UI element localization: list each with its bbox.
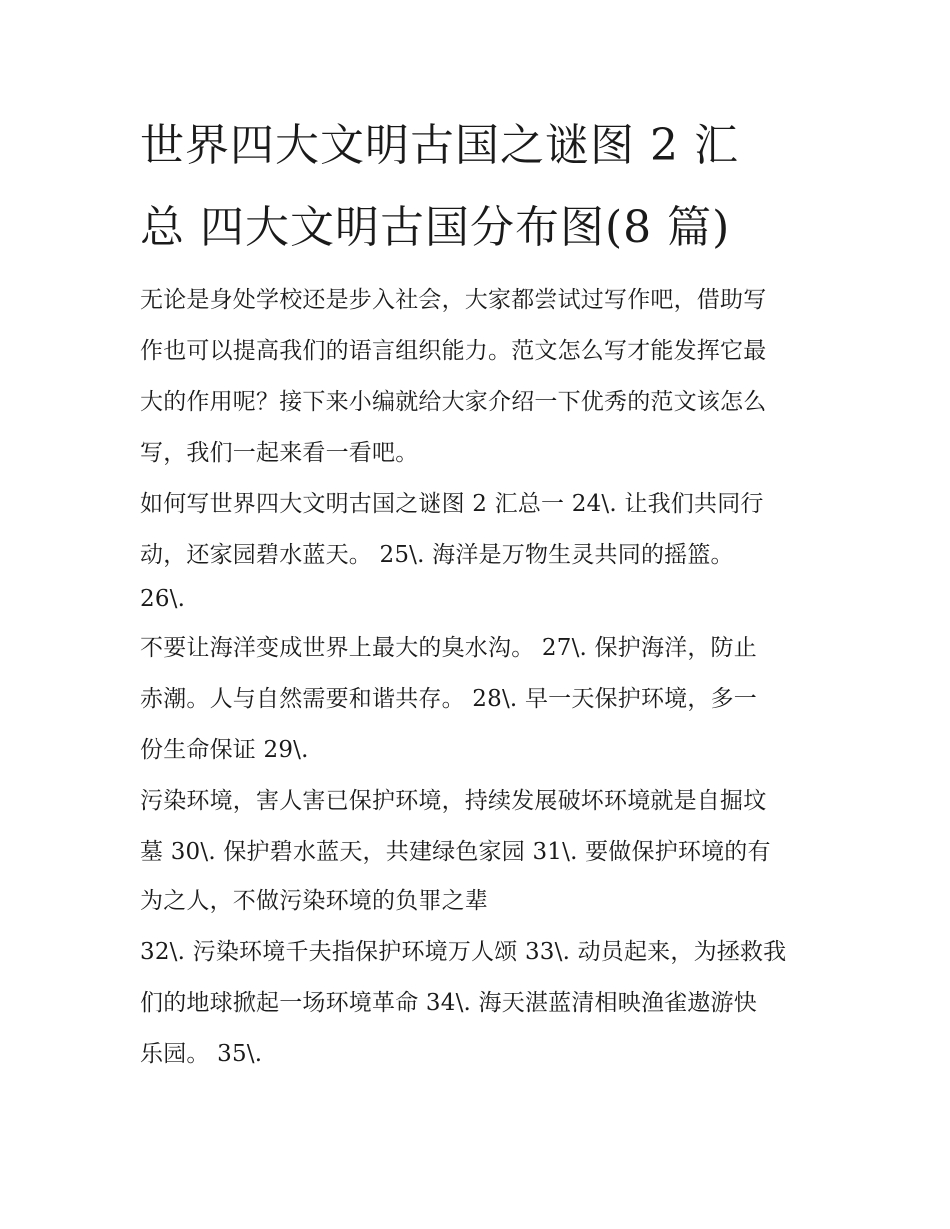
body-text-line: 份生命保证 29\. (140, 737, 309, 763)
body-text-line: 如何写世界四大文明古国之谜图 2 汇总一 24\. 让我们共同行 (140, 491, 764, 517)
body-text-line: 32\. 污染环境千夫指保护环境万人颂 33\. 动员起来，为拯救我 (140, 939, 787, 965)
body-text-line: 写，我们一起来看一看吧。 (140, 440, 419, 466)
body-text-line: 墓 30\. 保护碧水蓝天，共建绿色家园 31\. 要做保护环境的有 (140, 839, 771, 865)
body-text-line: 为之人，不做污染环境的负罪之辈 (140, 888, 488, 914)
body-text-line: 26\. (140, 586, 186, 612)
body-text-line: 无论是身处学校还是步入社会，大家都尝试过写作吧，借助写 (140, 287, 767, 313)
body-text-line: 动，还家园碧水蓝天。 25\. 海洋是万物生灵共同的摇篮。 (140, 542, 734, 568)
body-text-line: 污染环境，害人害已保护环境，持续发展破坏环境就是自掘坟 (140, 788, 767, 814)
body-text-line: 赤潮。人与自然需要和谐共存。 28\. 早一天保护环境，多一 (140, 686, 757, 712)
body-text-line: 们的地球掀起一场环境革命 34\. 海天湛蓝清相映渔雀遨游快 (140, 990, 757, 1016)
body-text-line: 乐园。 35\. (140, 1041, 263, 1067)
body-text-line: 大的作用呢？接下来小编就给大家介绍一下优秀的范文该怎么 (140, 389, 767, 415)
body-text-line: 作也可以提高我们的语言组织能力。范文怎么写才能发挥它最 (140, 338, 767, 364)
body-text-line: 不要让海洋变成世界上最大的臭水沟。 27\. 保护海洋，防止 (140, 635, 757, 661)
document-title-line-1: 世界四大文明古国之谜图 2 汇 (140, 120, 739, 171)
document-title-line-2: 总 四大文明古国分布图(8 篇) (140, 202, 731, 253)
